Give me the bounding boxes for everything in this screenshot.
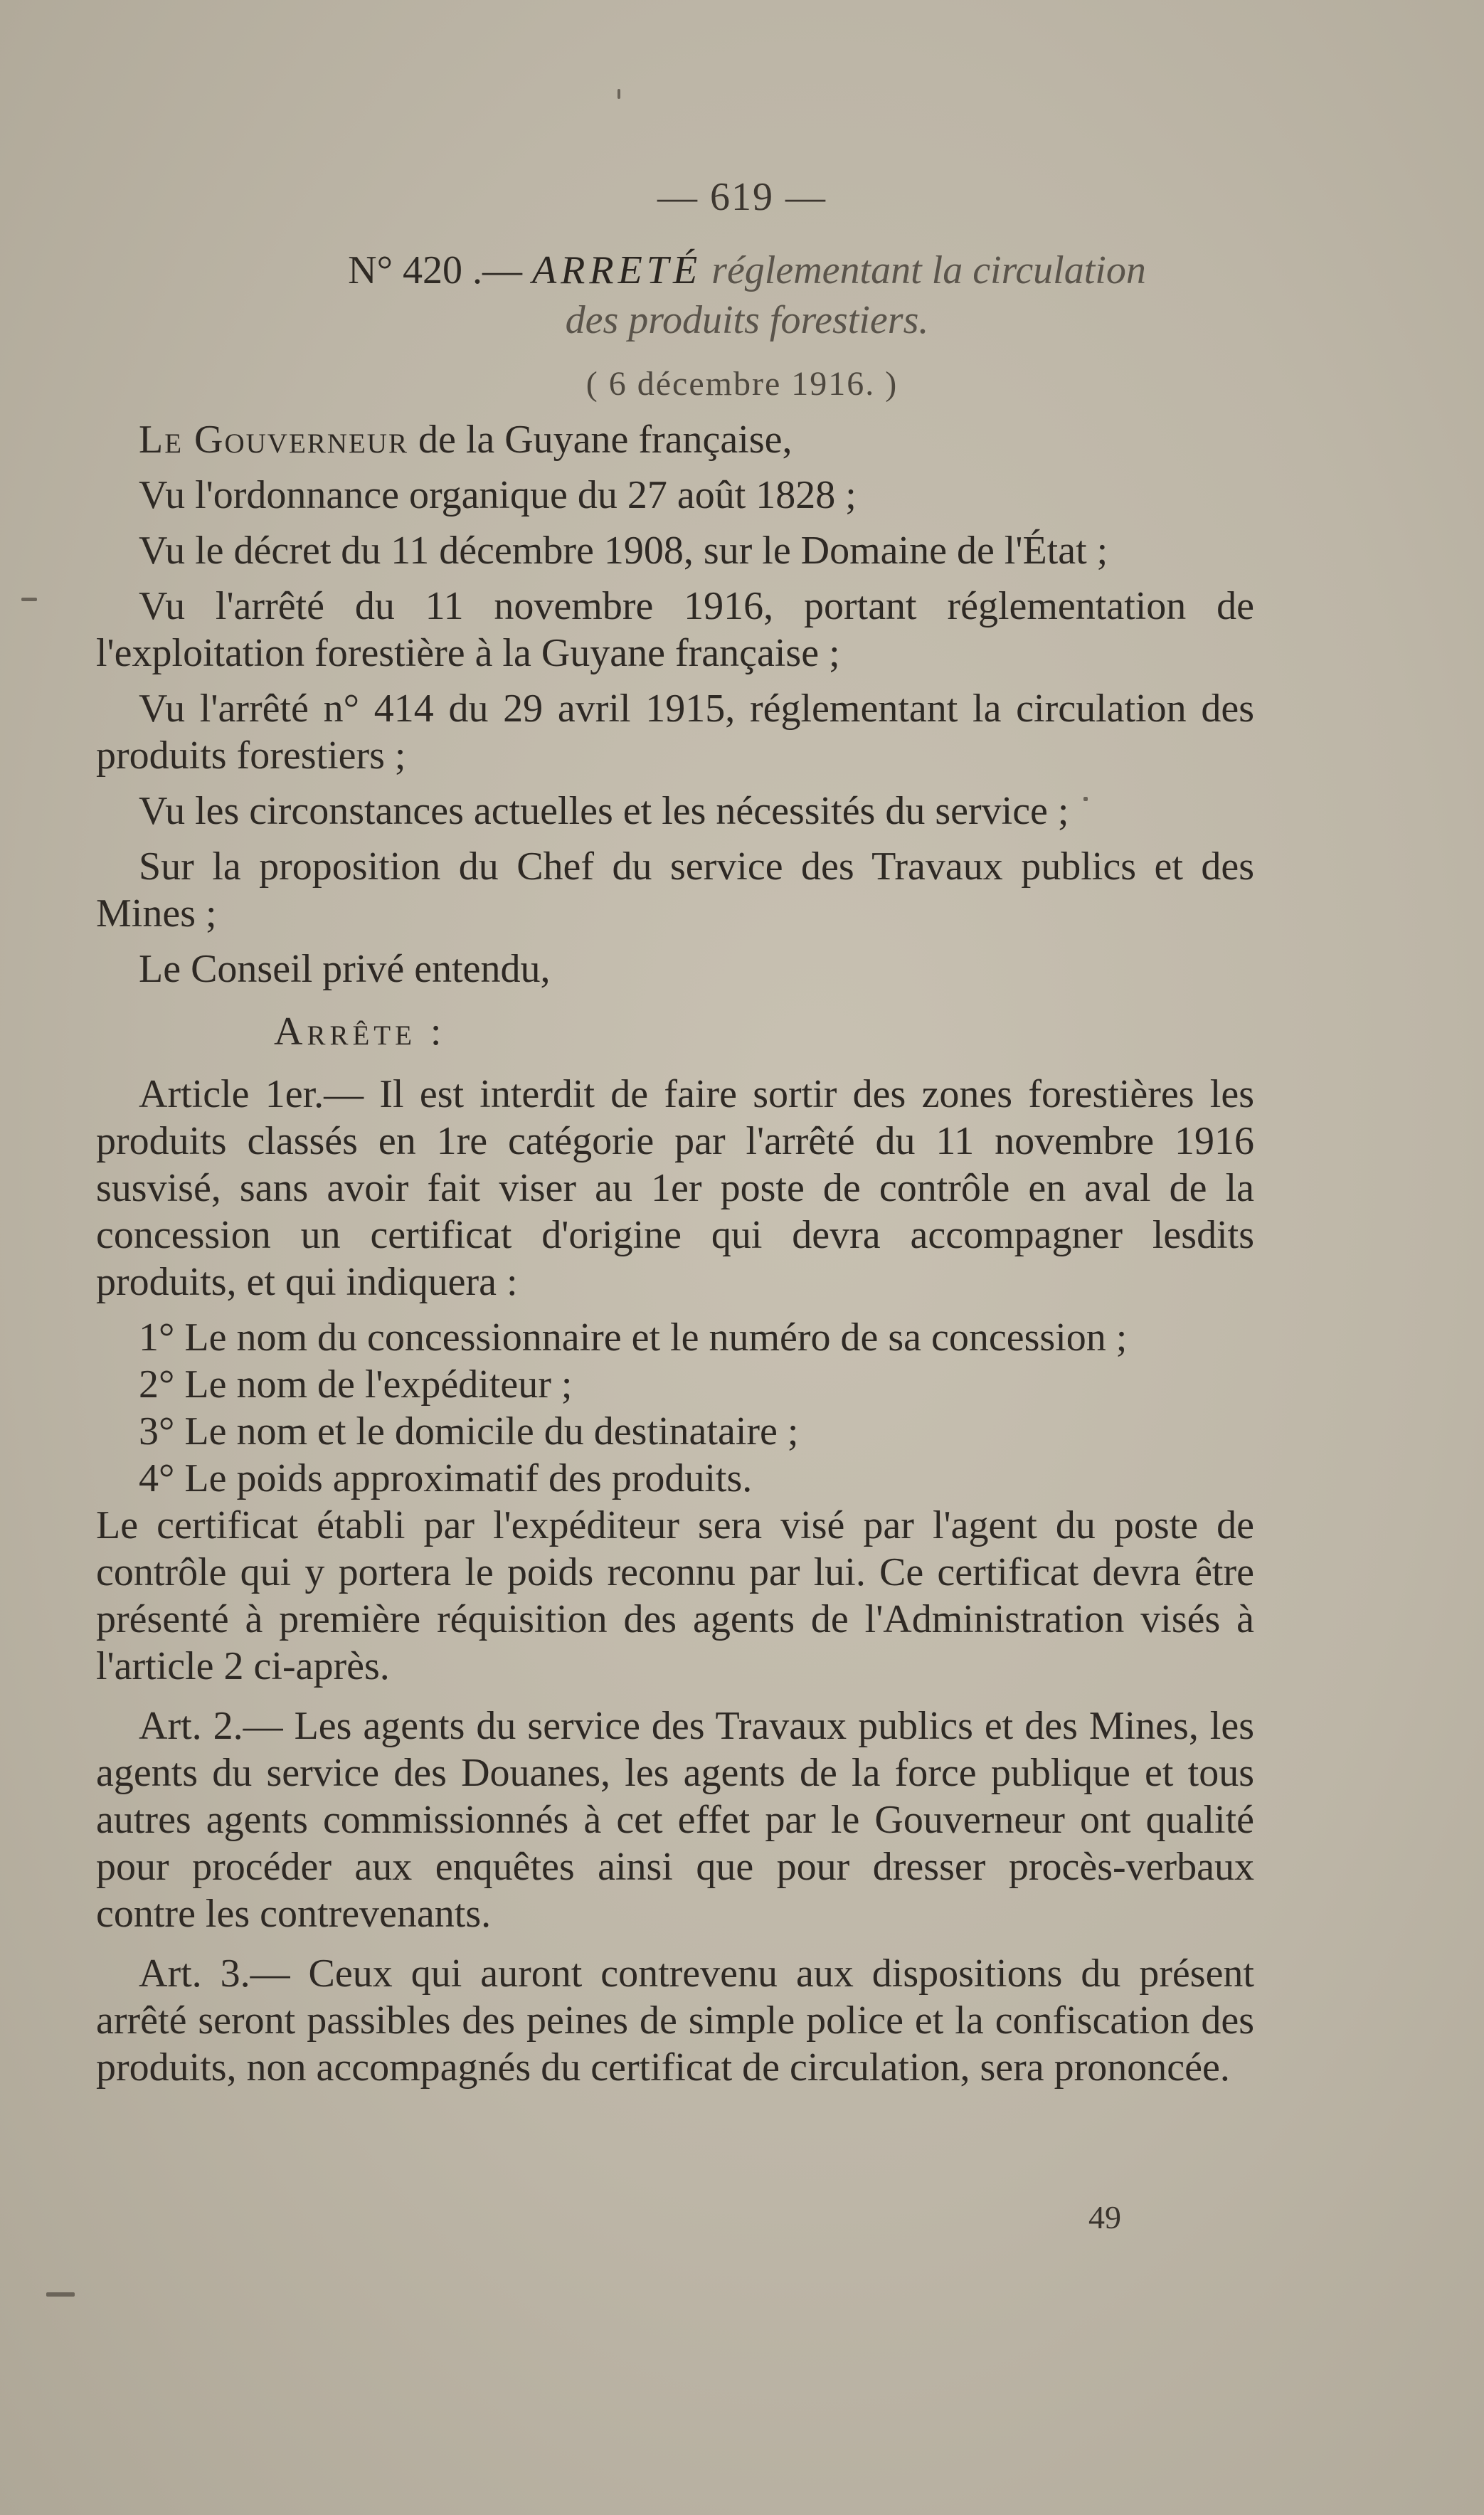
governor-line: [96, 416, 1254, 463]
certificat-paragraph: Le certificat établi par l'expéditeur sera visé par l'agent du poste de contrôle qui y portera le poids reconnu par lui. Ce certificat devra être présenté à première réquisition des agents de l'Administration visés à l'article 2 ci-après.: [96, 1503, 1254, 1688]
decree-number: N° 420 .—: [348, 248, 522, 292]
decree-subject-2: des produits forestiers.: [565, 298, 929, 342]
page-number: — 619 —: [657, 175, 827, 219]
decree-body: [96, 416, 1254, 2100]
signature-mark: 49: [1088, 2199, 1121, 2235]
decree-type: ARRETÉ: [531, 248, 702, 292]
list-item: 4° Le poids approximatif des produits.: [139, 1456, 753, 1500]
proposition: Sur la proposition du Chef du service des Travaux publics et des Mines ;: [96, 844, 1254, 936]
visa-2: Vu le décret du 11 décembre 1908, sur le Domaine de l'État ;: [139, 529, 1108, 573]
list-item: 2° Le nom de l'expéditeur ;: [139, 1362, 573, 1407]
visa-3: Vu l'arrêté du 11 novembre 1916, portant réglementation de l'exploitation forestière à la Guyane française ;: [96, 584, 1254, 675]
visa-5: Vu les circonstances actuelles et les nécessités du service ;: [139, 789, 1069, 833]
arrete-label: Arrête :: [274, 1010, 446, 1054]
list-item: 3° Le nom et le domicile du destinataire ;: [139, 1409, 799, 1454]
decree-title: [107, 245, 1387, 345]
list-item: 1° Le nom du concessionnaire et le numéro de sa concession ;: [139, 1315, 1128, 1360]
article-2: Art. 2.— Les agents du service des Travaux publics et des Mines, les agents du service des Douanes, les agents de la force publique et tous autres agents commissionnés à cet effet par le Gouverneur ont qualité pour procéder aux enquêtes ainsi que pour dresser procès-verbaux contre les contrevenants.: [96, 1704, 1254, 1936]
visa-1: Vu l'ordonnance organique du 27 août 1828 ;: [139, 473, 857, 517]
decree-subject-1: réglementant la circulation: [711, 248, 1146, 292]
article-3: Art. 3.— Ceux qui auront contrevenu aux dispositions du présent arrêté seront passibles des peines de simple police et la confiscation des produits, non accompagnés du certificat de circulation, sera prononcée.: [96, 1952, 1254, 2090]
paper-speck: [46, 2292, 75, 2297]
visa-4: Vu l'arrêté n° 414 du 29 avril 1915, réglementant la circulation des produits forestiers ;: [96, 687, 1254, 778]
title-line-1: [107, 245, 1387, 295]
paper-speck: [618, 89, 620, 99]
article-1: Article 1er.— Il est interdit de faire sortir des zones forestières les produits classés en 1re catégorie par l'arrêté du 11 novembre 1916 susvisé, sans avoir fait viser au 1er poste de contrôle en aval de la concession un certificat d'origine qui devra accompagner lesdits produits, et qui indiquera :: [96, 1072, 1254, 1304]
paper-speck: [21, 598, 37, 601]
conseil-line: Le Conseil privé entendu,: [139, 947, 551, 991]
governor-title: Le Gouverneur: [139, 418, 408, 462]
governor-rest: de la Guyane française,: [408, 418, 793, 462]
decree-date: ( 6 décembre 1916. ): [585, 365, 899, 403]
